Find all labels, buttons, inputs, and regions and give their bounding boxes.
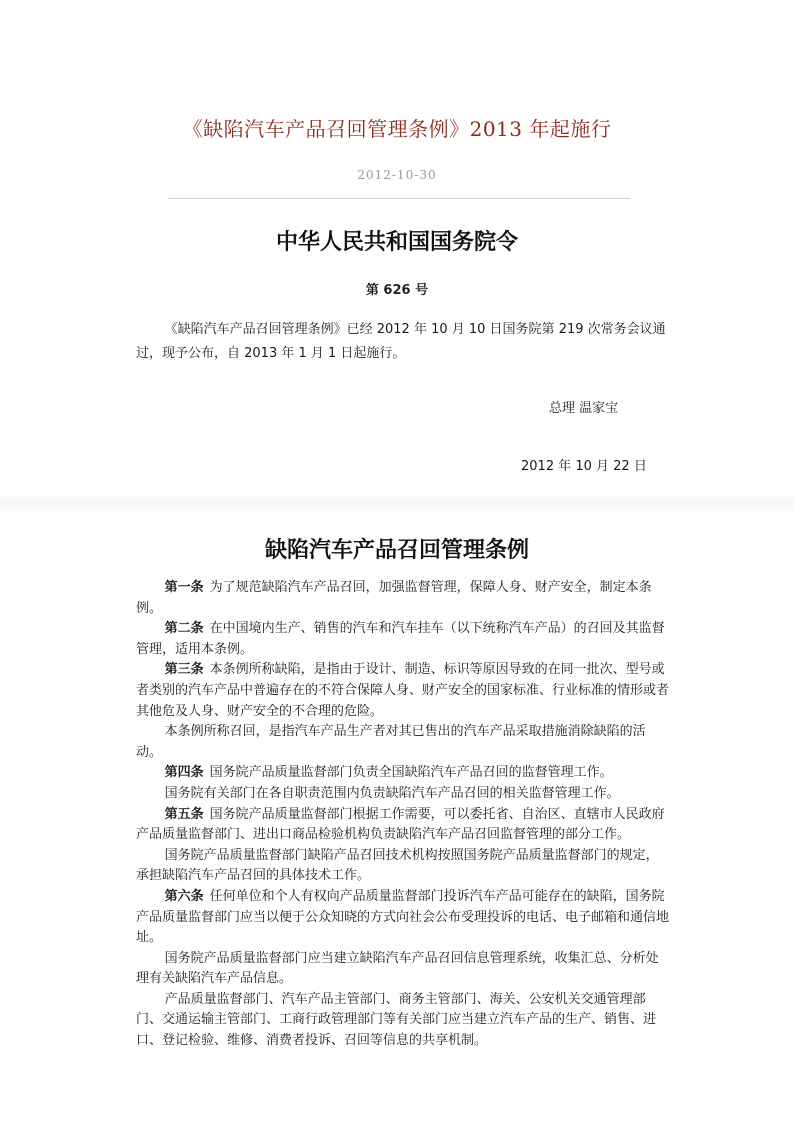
paragraph-text: 在中国境内生产、销售的汽车和汽车挂车（以下统称汽车产品）的召回及其监督管理，适用本条例。 <box>136 621 665 657</box>
decree-signer: 总理 温家宝 <box>549 401 619 416</box>
regulation-body <box>136 578 670 1052</box>
article-number: 第一条 <box>164 580 204 595</box>
article-number: 第六条 <box>164 888 204 904</box>
paragraph-text: 本条例所称缺陷，是指由于设计、制造、标识等原因导致的在同一批次、型号或者类别的汽车产品中普遍存在的不符合保障人身、财产安全的国家标准、行业标准的情形或者其他危及人身、财产安全的不合理的危险。 <box>136 662 670 719</box>
paragraph-text: 国务院有关部门在各自职责范围内负责缺陷汽车产品召回的相关监督管理工作。 <box>164 785 620 801</box>
paragraph <box>136 784 670 805</box>
paragraph-text: 本条例所称召回，是指汽车产品生产者对其已售出的汽车产品采取措施消除缺陷的活动。 <box>136 724 646 760</box>
article-number: 第二条 <box>164 621 204 637</box>
paragraph-text: 国务院产品质量监督部门缺陷产品召回技术机构按照国务院产品质量监督部门的规定，承担缺陷汽车产品召回的具体技术工作。 <box>136 847 659 884</box>
paragraph-text: 国务院产品质量监督部门应当建立缺陷汽车产品召回信息管理系统，收集汇总、分析处理有关缺陷汽车产品信息。 <box>136 950 659 987</box>
publish-date: 2012-10-30 <box>357 168 437 182</box>
paragraph <box>136 805 670 846</box>
article-number: 第三条 <box>164 662 204 678</box>
news-headline: 《缺陷汽车产品召回管理条例》2013 年起施行 <box>182 117 612 141</box>
paragraph <box>136 949 670 990</box>
paragraph <box>136 887 670 949</box>
article-number: 第五条 <box>164 806 204 822</box>
header-divider <box>168 198 630 199</box>
scan-page-seam <box>0 493 794 515</box>
paragraph-text: 产品质量监督部门、汽车产品主管部门、商务主管部门、海关、公安机关交通管理部门、交通运输主管部门、工商行政管理部门等有关部门应当建立汽车产品的生产、销售、进口、登记检验、维修、消费者投诉、召回等信息的共享机制。 <box>136 991 657 1049</box>
paragraph <box>136 619 670 660</box>
paragraph <box>136 578 670 619</box>
paragraph <box>136 763 670 784</box>
paragraph <box>136 846 670 887</box>
paragraph <box>136 990 670 1052</box>
decree-text: 《缺陷汽车产品召回管理条例》已经 2012 年 10 月 10 日国务院第 219 次常务会议通过，现予公布，自 2013 年 1 月 1 日起施行。 <box>136 322 666 361</box>
paragraph-text: 国务院产品质量监督部门根据工作需要，可以委托省、自治区、直辖市人民政府产品质量监督部门、进出口商品检验机构负责缺陷汽车产品召回监督管理的部分工作。 <box>136 806 665 843</box>
paragraph <box>136 660 670 722</box>
decree-number: 第 626 号 <box>365 283 429 298</box>
regulation-title: 缺陷汽车产品召回管理条例 <box>264 538 529 563</box>
paragraph-text: 任何单位和个人有权向产品质量监督部门投诉汽车产品可能存在的缺陷，国务院产品质量监督部门应当以便于公众知晓的方式向社会公布受理投诉的电话、电子邮箱和通信地址。 <box>136 888 670 946</box>
paragraph-text: 国务院产品质量监督部门负责全国缺陷汽车产品召回的监督管理工作。 <box>209 765 613 781</box>
article-number: 第四条 <box>164 765 204 781</box>
decree-title: 中华人民共和国国务院令 <box>275 230 518 255</box>
paragraph <box>136 722 670 763</box>
decree-sign-date: 2012 年 10 月 22 日 <box>521 459 647 474</box>
paragraph-text: 为了规范缺陷汽车产品召回，加强监督管理，保障人身、财产安全，制定本条例。 <box>136 580 652 616</box>
